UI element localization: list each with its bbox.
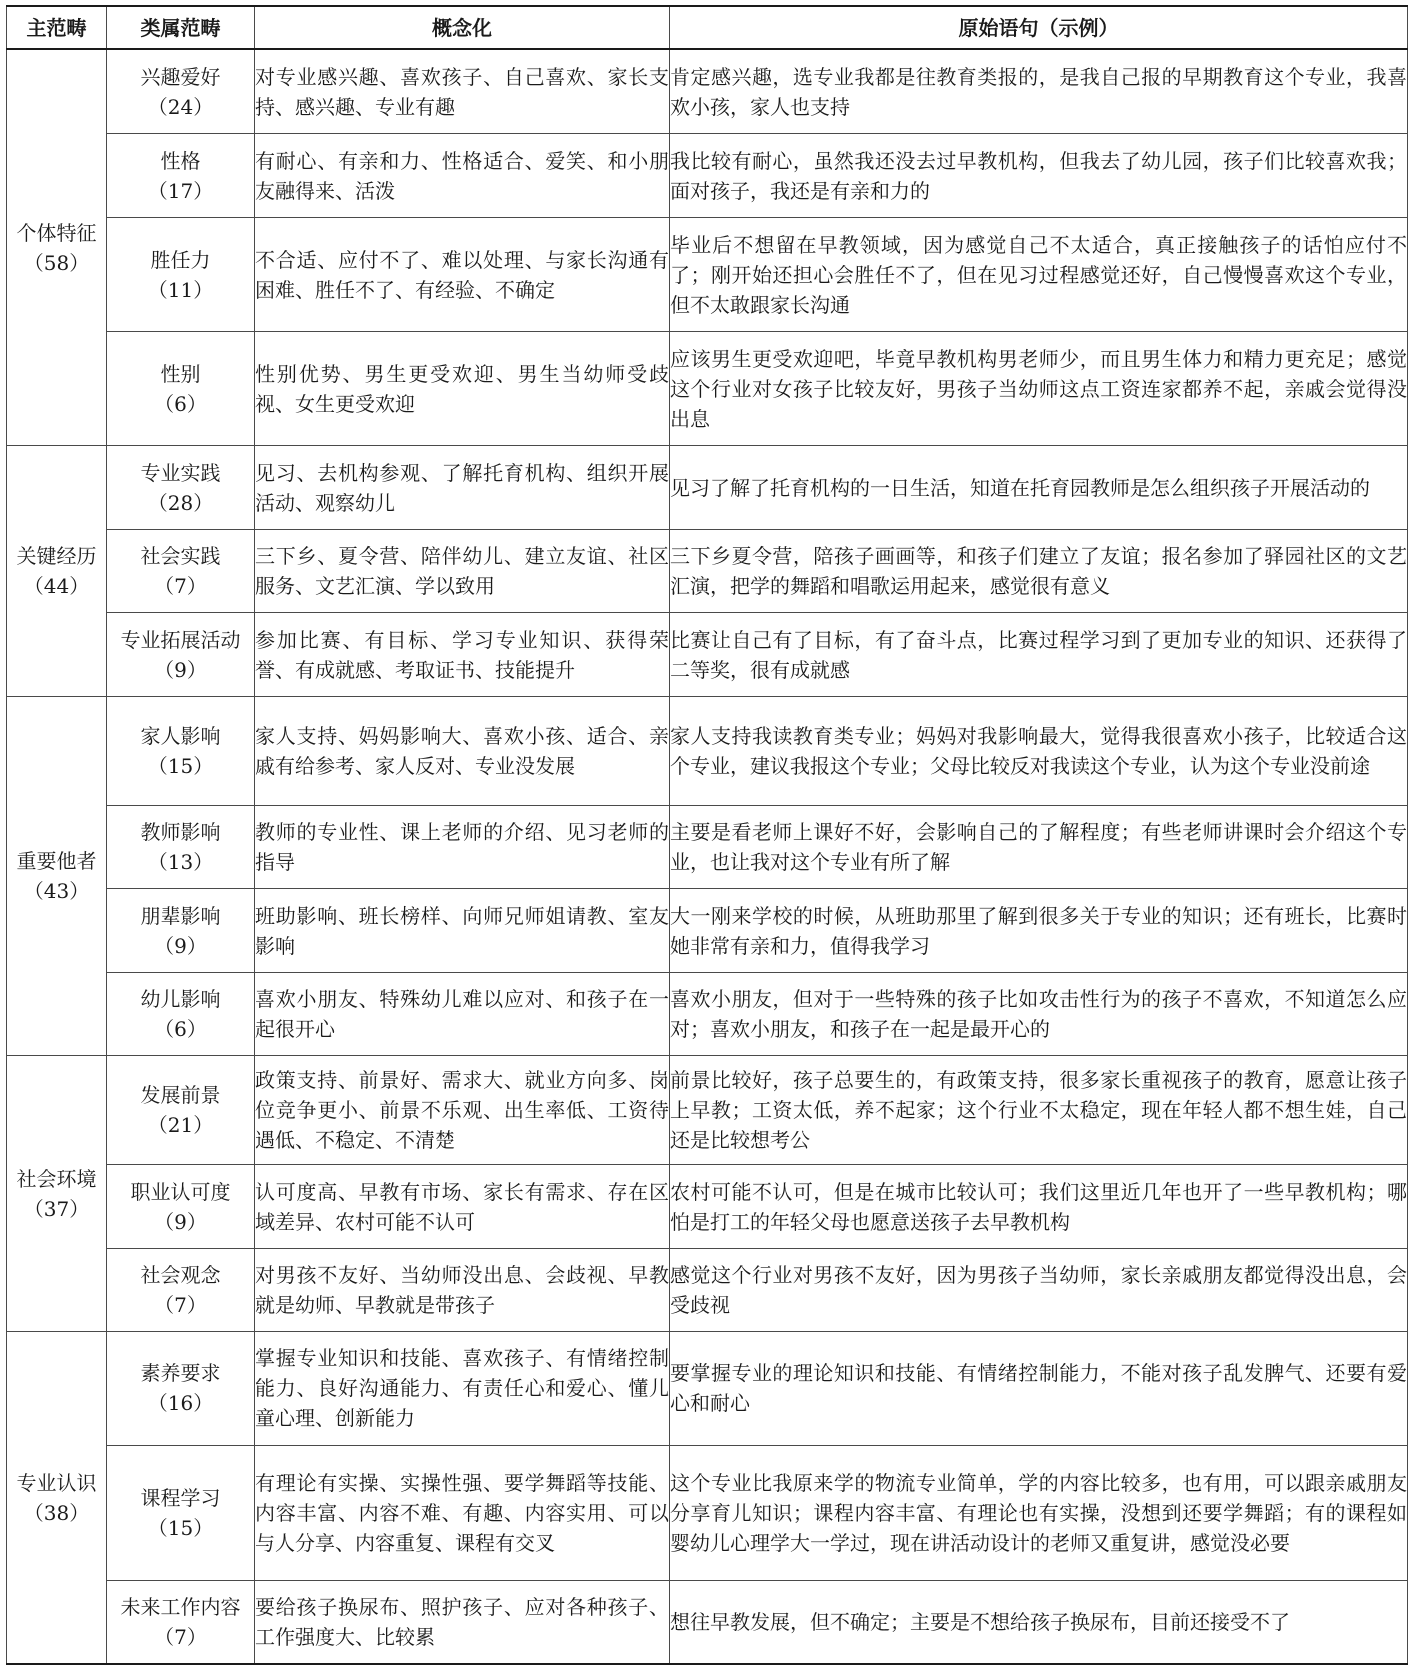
- main-category-count: （58）: [23, 250, 90, 275]
- main-category-label: 社会环境: [16, 1166, 97, 1191]
- sub-category-count: （7）: [154, 1624, 207, 1649]
- header-original-quote: 原始语句（示例）: [670, 6, 1408, 49]
- quote-cell: 前景比较好，孩子总要生的，有政策支持，很多家长重视孩子的教育，愿意让孩子上早教；工资太低，养不起家；这个行业不太稳定，现在年轻人都不想生娃，自己还是比较想考公: [670, 1056, 1408, 1165]
- concept-cell: 对男孩不友好、当幼师没出息、会歧视、早教就是幼师、早教就是带孩子: [255, 1248, 670, 1332]
- sub-category-cell: [107, 972, 255, 1056]
- header-main-category: 主范畴: [7, 6, 107, 49]
- concept-cell: 政策支持、前景好、需求大、就业方向多、岗位竞争更小、前景不乐观、出生率低、工资待遇低、不稳定、不清楚: [255, 1056, 670, 1165]
- main-category-label: 关键经历: [16, 544, 97, 569]
- concept-cell: 喜欢小朋友、特殊幼儿难以应对、和孩子在一起很开心: [255, 972, 670, 1056]
- concept-cell: 认可度高、早教有市场、家长有需求、存在区域差异、农村可能不认可: [255, 1165, 670, 1249]
- main-category-count: （38）: [23, 1500, 90, 1525]
- quote-cell: 家人支持我读教育类专业；妈妈对我影响最大，觉得我很喜欢小孩子，比较适合这个专业，建议我报这个专业；父母比较反对我读这个专业，认为这个专业没前途: [670, 696, 1408, 805]
- concept-cell: 有耐心、有亲和力、性格适合、爱笑、和小朋友融得来、活泼: [255, 134, 670, 218]
- sub-category-label: 未来工作内容: [120, 1594, 241, 1619]
- main-category-label: 重要他者: [16, 849, 97, 874]
- table-row: [7, 1165, 1408, 1249]
- main-category-count: （43）: [23, 879, 90, 904]
- quote-cell: 要掌握专业的理论知识和技能、有情绪控制能力，不能对孩子乱发脾气、还要有爱心和耐心: [670, 1332, 1408, 1445]
- sub-category-count: （7）: [154, 574, 207, 599]
- sub-category-count: （9）: [154, 657, 207, 682]
- table-row: [7, 529, 1408, 613]
- sub-category-count: （15）: [147, 753, 214, 778]
- sub-category-label: 朋辈影响: [140, 903, 221, 928]
- header-row: [7, 6, 1408, 49]
- table-row: [7, 696, 1408, 805]
- quote-cell: 农村可能不认可，但是在城市比较认可；我们这里近几年也开了一些早教机构；哪怕是打工的年轻父母也愿意送孩子去早教机构: [670, 1165, 1408, 1249]
- concept-cell: 参加比赛、有目标、学习专业知识、获得荣誉、有成就感、考取证书、技能提升: [255, 613, 670, 697]
- concept-cell: 要给孩子换尿布、照护孩子、应对各种孩子、工作强度大、比较累: [255, 1580, 670, 1664]
- sub-category-cell: [107, 1332, 255, 1445]
- table-row: [7, 446, 1408, 530]
- quote-cell: 我比较有耐心，虽然我还没去过早教机构，但我去了幼儿园，孩子们比较喜欢我；面对孩子，我还是有亲和力的: [670, 134, 1408, 218]
- main-category-count: （44）: [23, 574, 90, 599]
- table-row: [7, 332, 1408, 446]
- sub-category-cell: [107, 889, 255, 973]
- table-row: [7, 805, 1408, 889]
- concept-cell: 教师的专业性、课上老师的介绍、见习老师的指导: [255, 805, 670, 889]
- table-row: [7, 1248, 1408, 1332]
- concept-cell: 班助影响、班长榜样、向师兄师姐请教、室友影响: [255, 889, 670, 973]
- table-row: [7, 1332, 1408, 1445]
- sub-category-count: （7）: [154, 1293, 207, 1318]
- sub-category-label: 家人影响: [140, 723, 221, 748]
- sub-category-cell: [107, 1445, 255, 1580]
- sub-category-label: 幼儿影响: [140, 987, 221, 1012]
- sub-category-cell: [107, 1165, 255, 1249]
- sub-category-cell: [107, 529, 255, 613]
- main-category-cell: [7, 1056, 107, 1332]
- sub-category-cell: [107, 1056, 255, 1165]
- concept-cell: 家人支持、妈妈影响大、喜欢小孩、适合、亲戚有给参考、家人反对、专业没发展: [255, 696, 670, 805]
- quote-cell: 三下乡夏令营，陪孩子画画等，和孩子们建立了友谊；报名参加了驿园社区的文艺汇演，把学的舞蹈和唱歌运用起来，感觉很有意义: [670, 529, 1408, 613]
- sub-category-cell: [107, 1248, 255, 1332]
- sub-category-count: （11）: [147, 277, 214, 302]
- sub-category-label: 性格: [160, 148, 201, 173]
- sub-category-cell: [107, 49, 255, 134]
- sub-category-count: （9）: [154, 933, 207, 958]
- coding-table: [6, 5, 1408, 1665]
- sub-category-count: （16）: [147, 1391, 214, 1416]
- quote-cell: 想往早教发展，但不确定；主要是不想给孩子换尿布，目前还接受不了: [670, 1580, 1408, 1664]
- sub-category-cell: [107, 217, 255, 331]
- table-row: [7, 134, 1408, 218]
- sub-category-label: 胜任力: [150, 247, 211, 272]
- header-sub-category: 类属范畴: [107, 6, 255, 49]
- sub-category-label: 课程学习: [140, 1485, 221, 1510]
- concept-cell: 有理论有实操、实操性强、要学舞蹈等技能、内容丰富、内容不难、有趣、内容实用、可以与人分享、内容重复、课程有交叉: [255, 1445, 670, 1580]
- table-row: [7, 1445, 1408, 1580]
- sub-category-cell: [107, 696, 255, 805]
- sub-category-cell: [107, 134, 255, 218]
- table-row: [7, 889, 1408, 973]
- sub-category-label: 社会实践: [140, 544, 221, 569]
- sub-category-label: 职业认可度: [130, 1179, 231, 1204]
- table-row: [7, 217, 1408, 331]
- sub-category-label: 教师影响: [140, 820, 221, 845]
- sub-category-count: （13）: [147, 850, 214, 875]
- quote-cell: 这个专业比我原来学的物流专业简单，学的内容比较多，也有用，可以跟亲戚朋友分享育儿知识；课程内容丰富、有理论也有实操，没想到还要学舞蹈；有的课程如婴幼儿心理学大一学过，现在讲活动设计的老师又重复讲，感觉没必要: [670, 1445, 1408, 1580]
- concept-cell: 不合适、应付不了、难以处理、与家长沟通有困难、胜任不了、有经验、不确定: [255, 217, 670, 331]
- sub-category-label: 兴趣爱好: [140, 64, 221, 89]
- main-category-cell: [7, 446, 107, 697]
- table-row: [7, 972, 1408, 1056]
- header-conceptualization: 概念化: [255, 6, 670, 49]
- sub-category-count: （6）: [154, 391, 207, 416]
- concept-cell: 性别优势、男生更受欢迎、男生当幼师受歧视、女生更受欢迎: [255, 332, 670, 446]
- quote-cell: 感觉这个行业对男孩不友好，因为男孩子当幼师，家长亲戚朋友都觉得没出息，会受歧视: [670, 1248, 1408, 1332]
- quote-cell: 毕业后不想留在早教领域，因为感觉自己不太适合，真正接触孩子的话怕应付不了；刚开始还担心会胜任不了，但在见习过程感觉还好，自己慢慢喜欢这个专业，但不太敢跟家长沟通: [670, 217, 1408, 331]
- main-category-label: 专业认识: [16, 1470, 97, 1495]
- sub-category-label: 性别: [160, 361, 201, 386]
- concept-cell: 掌握专业知识和技能、喜欢孩子、有情绪控制能力、良好沟通能力、有责任心和爱心、懂儿童心理、创新能力: [255, 1332, 670, 1445]
- main-category-cell: [7, 696, 107, 1056]
- sub-category-cell: [107, 446, 255, 530]
- concept-cell: 对专业感兴趣、喜欢孩子、自己喜欢、家长支持、感兴趣、专业有趣: [255, 49, 670, 134]
- sub-category-cell: [107, 613, 255, 697]
- quote-cell: 比赛让自己有了目标，有了奋斗点，比赛过程学习到了更加专业的知识、还获得了二等奖，很有成就感: [670, 613, 1408, 697]
- table-row: [7, 613, 1408, 697]
- main-category-cell: [7, 49, 107, 445]
- sub-category-label: 素养要求: [140, 1361, 221, 1386]
- sub-category-label: 发展前景: [140, 1083, 221, 1108]
- sub-category-count: （21）: [147, 1113, 214, 1138]
- quote-cell: 大一刚来学校的时候，从班助那里了解到很多关于专业的知识；还有班长，比赛时她非常有亲和力，值得我学习: [670, 889, 1408, 973]
- sub-category-cell: [107, 805, 255, 889]
- main-category-count: （37）: [23, 1196, 90, 1221]
- table-row: [7, 1056, 1408, 1165]
- sub-category-count: （15）: [147, 1515, 214, 1540]
- sub-category-count: （17）: [147, 178, 214, 203]
- concept-cell: 三下乡、夏令营、陪伴幼儿、建立友谊、社区服务、文艺汇演、学以致用: [255, 529, 670, 613]
- quote-cell: 见习了解了托育机构的一日生活，知道在托育园教师是怎么组织孩子开展活动的: [670, 446, 1408, 530]
- quote-cell: 喜欢小朋友，但对于一些特殊的孩子比如攻击性行为的孩子不喜欢，不知道怎么应对；喜欢小朋友，和孩子在一起是最开心的: [670, 972, 1408, 1056]
- quote-cell: 肯定感兴趣，选专业我都是往教育类报的，是我自己报的早期教育这个专业，我喜欢小孩，家人也支持: [670, 49, 1408, 134]
- sub-category-label: 专业实践: [140, 460, 221, 485]
- concept-cell: 见习、去机构参观、了解托育机构、组织开展活动、观察幼儿: [255, 446, 670, 530]
- main-category-cell: [7, 1332, 107, 1664]
- sub-category-count: （6）: [154, 1017, 207, 1042]
- quote-cell: 主要是看老师上课好不好，会影响自己的了解程度；有些老师讲课时会介绍这个专业，也让我对这个专业有所了解: [670, 805, 1408, 889]
- quote-cell: 应该男生更受欢迎吧，毕竟早教机构男老师少，而且男生体力和精力更充足；感觉这个行业对女孩子比较友好，男孩子当幼师这点工资连家都养不起，亲戚会觉得没出息: [670, 332, 1408, 446]
- sub-category-label: 专业拓展活动: [120, 627, 241, 652]
- table-row: [7, 1580, 1408, 1664]
- sub-category-cell: [107, 332, 255, 446]
- sub-category-count: （28）: [147, 490, 214, 515]
- sub-category-cell: [107, 1580, 255, 1664]
- sub-category-count: （24）: [147, 94, 214, 119]
- main-category-label: 个体特征: [16, 220, 97, 245]
- sub-category-count: （9）: [154, 1209, 207, 1234]
- table-row: [7, 49, 1408, 134]
- sub-category-label: 社会观念: [140, 1263, 221, 1288]
